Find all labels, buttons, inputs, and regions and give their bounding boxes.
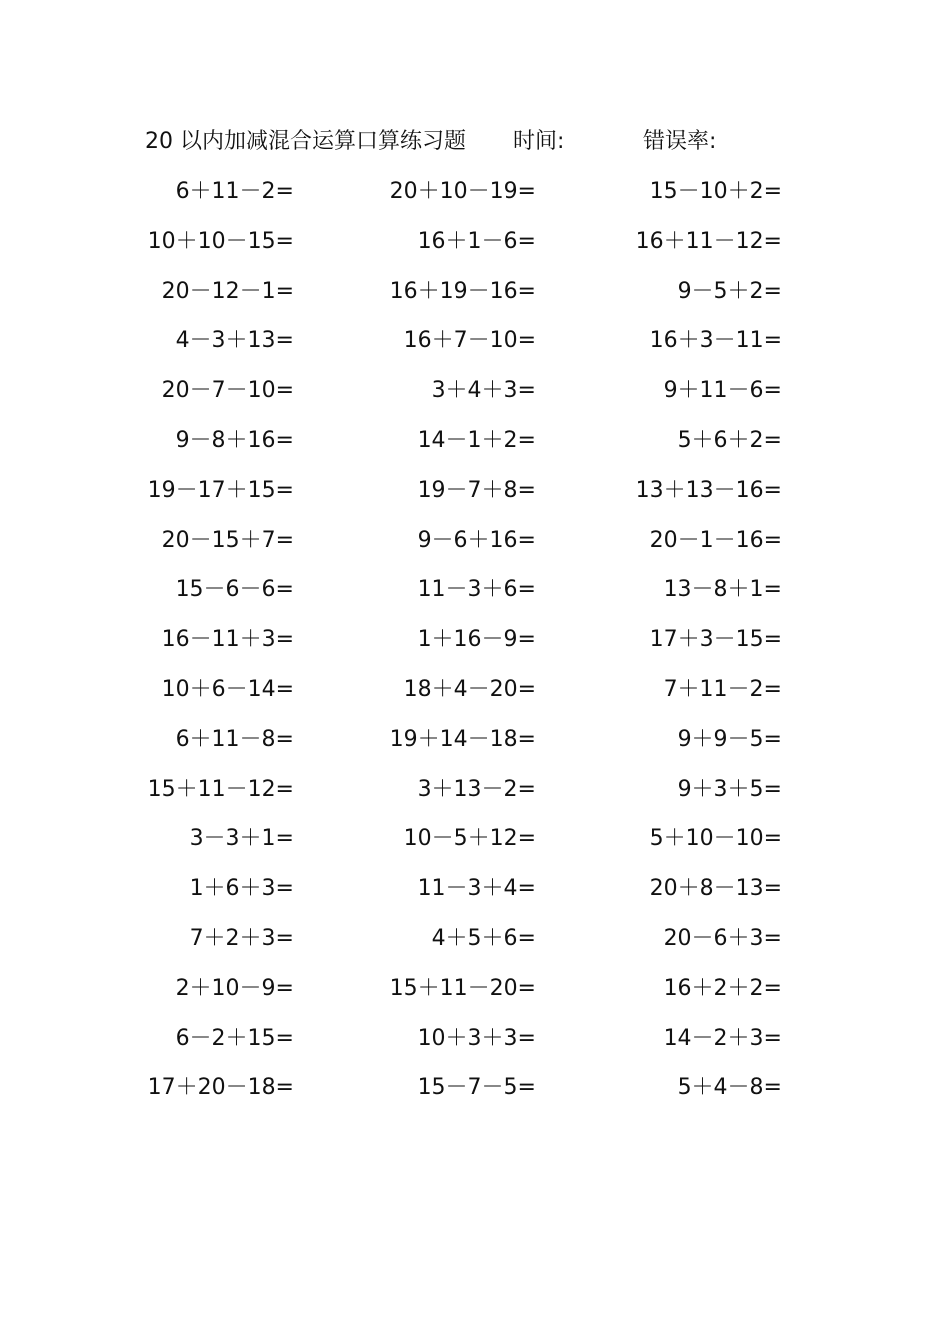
- math-problem: 16－11＋3=: [161, 627, 294, 653]
- math-problem: 3＋13－2=: [417, 776, 536, 802]
- math-problem: 19－17＋15=: [147, 477, 294, 503]
- problem-row: [0, 321, 950, 371]
- problem-row: [0, 869, 950, 919]
- problem-row: [0, 620, 950, 670]
- math-problem: 15－7－5=: [417, 1075, 536, 1101]
- math-problem: 17＋3－15=: [649, 627, 782, 653]
- problem-row: [0, 1068, 950, 1118]
- math-problem: 3＋4＋3=: [431, 378, 536, 404]
- problem-row: [0, 272, 950, 322]
- math-problem: 1＋16－9=: [417, 627, 536, 653]
- math-problem: 20－7－10=: [161, 378, 294, 404]
- math-problem: 18＋4－20=: [403, 676, 536, 702]
- math-problem: 6＋11－2=: [175, 179, 294, 204]
- math-problem: 13－8＋1=: [663, 577, 782, 603]
- math-problem: 5＋4－8=: [677, 1075, 782, 1101]
- math-problem: 11－3＋6=: [417, 577, 536, 603]
- math-problem: 15＋11－20=: [389, 975, 536, 1001]
- math-problem: 16＋19－16=: [389, 278, 536, 304]
- math-problem: 17＋20－18=: [147, 1075, 294, 1101]
- problem-row: [0, 969, 950, 1019]
- math-problem: 19＋14－18=: [389, 726, 536, 752]
- error-rate-label: 错误率:: [643, 129, 717, 154]
- math-problem: 9＋9－5=: [677, 726, 782, 752]
- math-problem: 16＋2＋2=: [663, 975, 782, 1001]
- problem-row: [0, 670, 950, 720]
- math-problem: 7＋2＋3=: [189, 925, 294, 951]
- math-problem: 16＋7－10=: [403, 328, 536, 354]
- worksheet-title: 20 以内加减混合运算口算练习题: [145, 129, 466, 154]
- problem-grid: [0, 172, 950, 1118]
- math-problem: 10＋6－14=: [161, 676, 294, 702]
- problem-row: [0, 570, 950, 620]
- math-problem: 14－1＋2=: [417, 427, 536, 453]
- math-problem: 15－6－6=: [175, 577, 294, 603]
- math-problem: 7＋11－2=: [663, 676, 782, 702]
- math-problem: 9－6＋16=: [417, 527, 536, 553]
- math-problem: 9＋3＋5=: [677, 776, 782, 802]
- math-problem: 16＋1－6=: [417, 228, 536, 254]
- problem-row: [0, 222, 950, 272]
- problem-row: [0, 770, 950, 820]
- problem-row: [0, 172, 950, 222]
- time-label: 时间:: [513, 129, 565, 154]
- problem-row: [0, 1019, 950, 1069]
- problem-row: [0, 819, 950, 869]
- math-problem: 10＋3＋3=: [417, 1025, 536, 1051]
- problem-row: [0, 919, 950, 969]
- problem-row: [0, 371, 950, 421]
- problem-row: [0, 720, 950, 770]
- math-problem: 20－6＋3=: [663, 925, 782, 951]
- math-problem: 4－3＋13=: [175, 328, 294, 354]
- math-problem: 13＋13－16=: [635, 477, 782, 503]
- math-problem: 20－15＋7=: [161, 527, 294, 553]
- math-problem: 1＋6＋3=: [189, 876, 294, 902]
- math-problem: 9－8＋16=: [175, 427, 294, 453]
- problem-row: [0, 521, 950, 571]
- math-problem: 16＋11－12=: [635, 228, 782, 254]
- math-problem: 16＋3－11=: [649, 328, 782, 354]
- math-problem: 14－2＋3=: [663, 1025, 782, 1051]
- math-problem: 9－5＋2=: [677, 278, 782, 304]
- math-problem: 11－3＋4=: [417, 876, 536, 902]
- math-problem: 10＋10－15=: [147, 228, 294, 254]
- math-problem: 20－1－16=: [649, 527, 782, 553]
- math-problem: 3－3＋1=: [189, 826, 294, 852]
- problem-row: [0, 421, 950, 471]
- math-problem: 5＋10－10=: [649, 826, 782, 852]
- math-problem: 15－10＋2=: [649, 179, 782, 204]
- math-problem: 15＋11－12=: [147, 776, 294, 802]
- math-problem: 20＋8－13=: [649, 876, 782, 902]
- math-problem: 9＋11－6=: [663, 378, 782, 404]
- math-problem: 4＋5＋6=: [431, 925, 536, 951]
- math-problem: 20＋10－19=: [389, 179, 536, 204]
- problem-row: [0, 471, 950, 521]
- math-problem: 19－7＋8=: [417, 477, 536, 503]
- math-problem: 2＋10－9=: [175, 975, 294, 1001]
- math-problem: 20－12－1=: [161, 278, 294, 304]
- math-problem: 10－5＋12=: [403, 826, 536, 852]
- worksheet-header: [0, 124, 950, 160]
- math-problem: 6＋11－8=: [175, 726, 294, 752]
- math-problem: 6－2＋15=: [175, 1025, 294, 1051]
- math-problem: 5＋6＋2=: [677, 427, 782, 453]
